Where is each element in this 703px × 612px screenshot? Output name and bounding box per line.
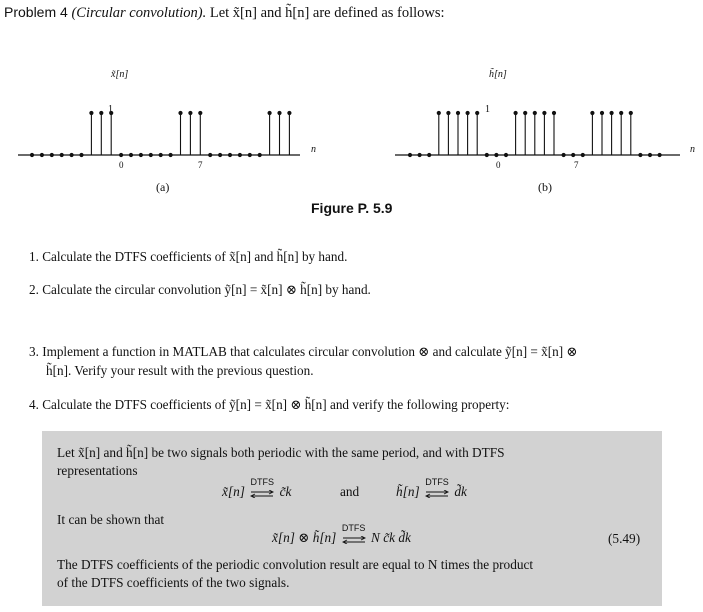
question-1 <box>29 249 347 265</box>
panel-b-sample-dot <box>552 111 556 115</box>
panel-a-sample-dot <box>238 153 242 157</box>
dtfs-arrow-2 <box>423 476 451 501</box>
panel-b-value-label: 1 <box>485 104 490 115</box>
panel-b-sample-dot <box>629 111 633 115</box>
panel-b-sample-dot <box>456 111 460 115</box>
panel-a-sample-dot <box>50 153 54 157</box>
question-3-cont: h̃[n]. Verify your result with the previous question. <box>46 363 314 378</box>
panel-a-sample-dot <box>268 111 272 115</box>
panel-a-sample-dot <box>188 111 192 115</box>
question-text: Calculate the DTFS coefficients of ỹ[n] = x̃[n] ⊗ h̃[n] and verify the following property: <box>42 397 510 412</box>
and-word: and <box>340 484 360 499</box>
question-2 <box>29 282 371 298</box>
panel-a-sample-dot <box>277 111 281 115</box>
dtfs-pair-h <box>396 476 467 501</box>
question-number: 1. <box>29 249 39 264</box>
problem-intro: Let x̃[n] and h̃[n] are defined as follows: <box>209 5 445 21</box>
panel-a-tick-zero: 0 <box>119 160 124 170</box>
panel-b-sample-dot <box>562 153 566 157</box>
panel-b-sample-dot <box>658 153 662 157</box>
arrow-label: DTFS <box>425 476 449 487</box>
panel-b-sample-dot <box>581 153 585 157</box>
panel-a-sample-dot <box>30 153 34 157</box>
panel-b-sample-dot <box>571 153 575 157</box>
box-closing-2: of the DTFS coefficients of the two signals. <box>57 575 290 590</box>
dtfs-pair-x <box>222 476 292 501</box>
box-shown: It can be shown that <box>57 512 165 527</box>
panel-a-sample-dot <box>70 153 74 157</box>
pair1-right: c̃k <box>279 484 292 499</box>
question-number: 2. <box>29 282 39 297</box>
panel-b-sub-label: (b) <box>538 180 552 194</box>
panel-b-signal-label: h̃[n] <box>489 69 507 80</box>
figure-caption: Figure P. 5.9 <box>311 200 393 216</box>
panel-a-sample-dot <box>159 153 163 157</box>
panel-a-sample-dot <box>198 111 202 115</box>
panel-a-sample-dot <box>169 153 173 157</box>
panel-b-sample-dot <box>619 111 623 115</box>
eq-right: N c̃k d̃k <box>371 530 411 545</box>
pair2-left: h̃[n] <box>396 484 420 499</box>
panel-a-sample-dot <box>79 153 83 157</box>
panel-a-sample-dot <box>218 153 222 157</box>
panel-b-sample-dot <box>600 111 604 115</box>
problem-topic: (Circular convolution). <box>71 5 207 21</box>
question-3 <box>29 344 577 360</box>
panel-a-value-label: 1 <box>108 104 113 115</box>
panel-b-sample-dot <box>485 153 489 157</box>
question-text: Calculate the circular convolution ỹ[n] = x̃[n] ⊗ h̃[n] by hand. <box>42 282 371 297</box>
panel-a-plot <box>18 111 300 157</box>
panel-a-sample-dot <box>99 111 103 115</box>
panel-b-sample-dot <box>648 153 652 157</box>
arrow-label: DTFS <box>250 476 274 487</box>
panel-b-sample-dot <box>523 111 527 115</box>
panel-b-sample-dot <box>638 153 642 157</box>
panel-b-plot <box>395 111 680 157</box>
question-number: 4. <box>29 397 39 412</box>
panel-b-sample-dot <box>418 153 422 157</box>
panel-b-sample-dot <box>533 111 537 115</box>
question-text: Implement a function in MATLAB that calculates circular convolution ⊗ and calculate ỹ[n] = x̃[n] ⊗ <box>42 344 578 359</box>
panel-a-sample-dot <box>287 111 291 115</box>
panel-b-sample-dot <box>590 111 594 115</box>
panel-a-sample-dot <box>129 153 133 157</box>
panel-a-sample-dot <box>139 153 143 157</box>
panel-b-sample-dot <box>504 153 508 157</box>
equation-number: (5.49) <box>608 531 641 546</box>
question-number: 3. <box>29 344 39 359</box>
panel-a-sample-dot <box>40 153 44 157</box>
question-4 <box>29 397 509 413</box>
panel-b-sample-dot <box>610 111 614 115</box>
panel-a-axis-label: n <box>311 144 316 155</box>
panel-a-signal-label: x̃[n] <box>111 69 129 80</box>
panel-a-sample-dot <box>119 153 123 157</box>
problem-label: Problem 4 <box>4 4 68 20</box>
panel-b-sample-dot <box>446 111 450 115</box>
panel-a-sample-dot <box>89 111 93 115</box>
box-line-2: representations <box>57 463 138 478</box>
equation-549 <box>272 522 411 547</box>
panel-a-tick-seven: 7 <box>198 160 203 170</box>
dtfs-arrow-1 <box>248 476 276 501</box>
eq-left: x̃[n] ⊗ h̃[n] <box>272 530 337 545</box>
arrow-label: DTFS <box>341 522 366 533</box>
panel-b-tick-seven: 7 <box>574 160 579 170</box>
panel-b-axis-label: n <box>690 144 695 155</box>
panel-a-sample-dot <box>228 153 232 157</box>
panel-a-sample-dot <box>149 153 153 157</box>
panel-a-sample-dot <box>258 153 262 157</box>
panel-b-sample-dot <box>437 111 441 115</box>
panel-b-sample-dot <box>542 111 546 115</box>
panel-a-sample-dot <box>60 153 64 157</box>
panel-b-sample-dot <box>494 153 498 157</box>
dtfs-arrow-3 <box>340 522 368 547</box>
box-closing-1: The DTFS coefficients of the periodic convolution result are equal to N times the product <box>57 557 534 572</box>
panel-b-sample-dot <box>475 111 479 115</box>
box-line-1: Let x̃[n] and h̃[n] be two signals both periodic with the same period, and with DTFS <box>57 445 505 460</box>
panel-b-sample-dot <box>408 153 412 157</box>
pair2-right: d̃k <box>454 484 467 499</box>
panel-a-sample-dot <box>208 153 212 157</box>
panel-b-sample-dot <box>427 153 431 157</box>
panel-b-sample-dot <box>466 111 470 115</box>
panel-a-sample-dot <box>248 153 252 157</box>
panel-b-sample-dot <box>514 111 518 115</box>
question-text: Calculate the DTFS coefficients of x̃[n] and h̃[n] by hand. <box>42 249 348 264</box>
panel-b-tick-zero: 0 <box>496 160 501 170</box>
panel-a-sub-label: (a) <box>156 180 170 194</box>
panel-a-sample-dot <box>178 111 182 115</box>
pair1-left: x̃[n] <box>222 484 245 499</box>
